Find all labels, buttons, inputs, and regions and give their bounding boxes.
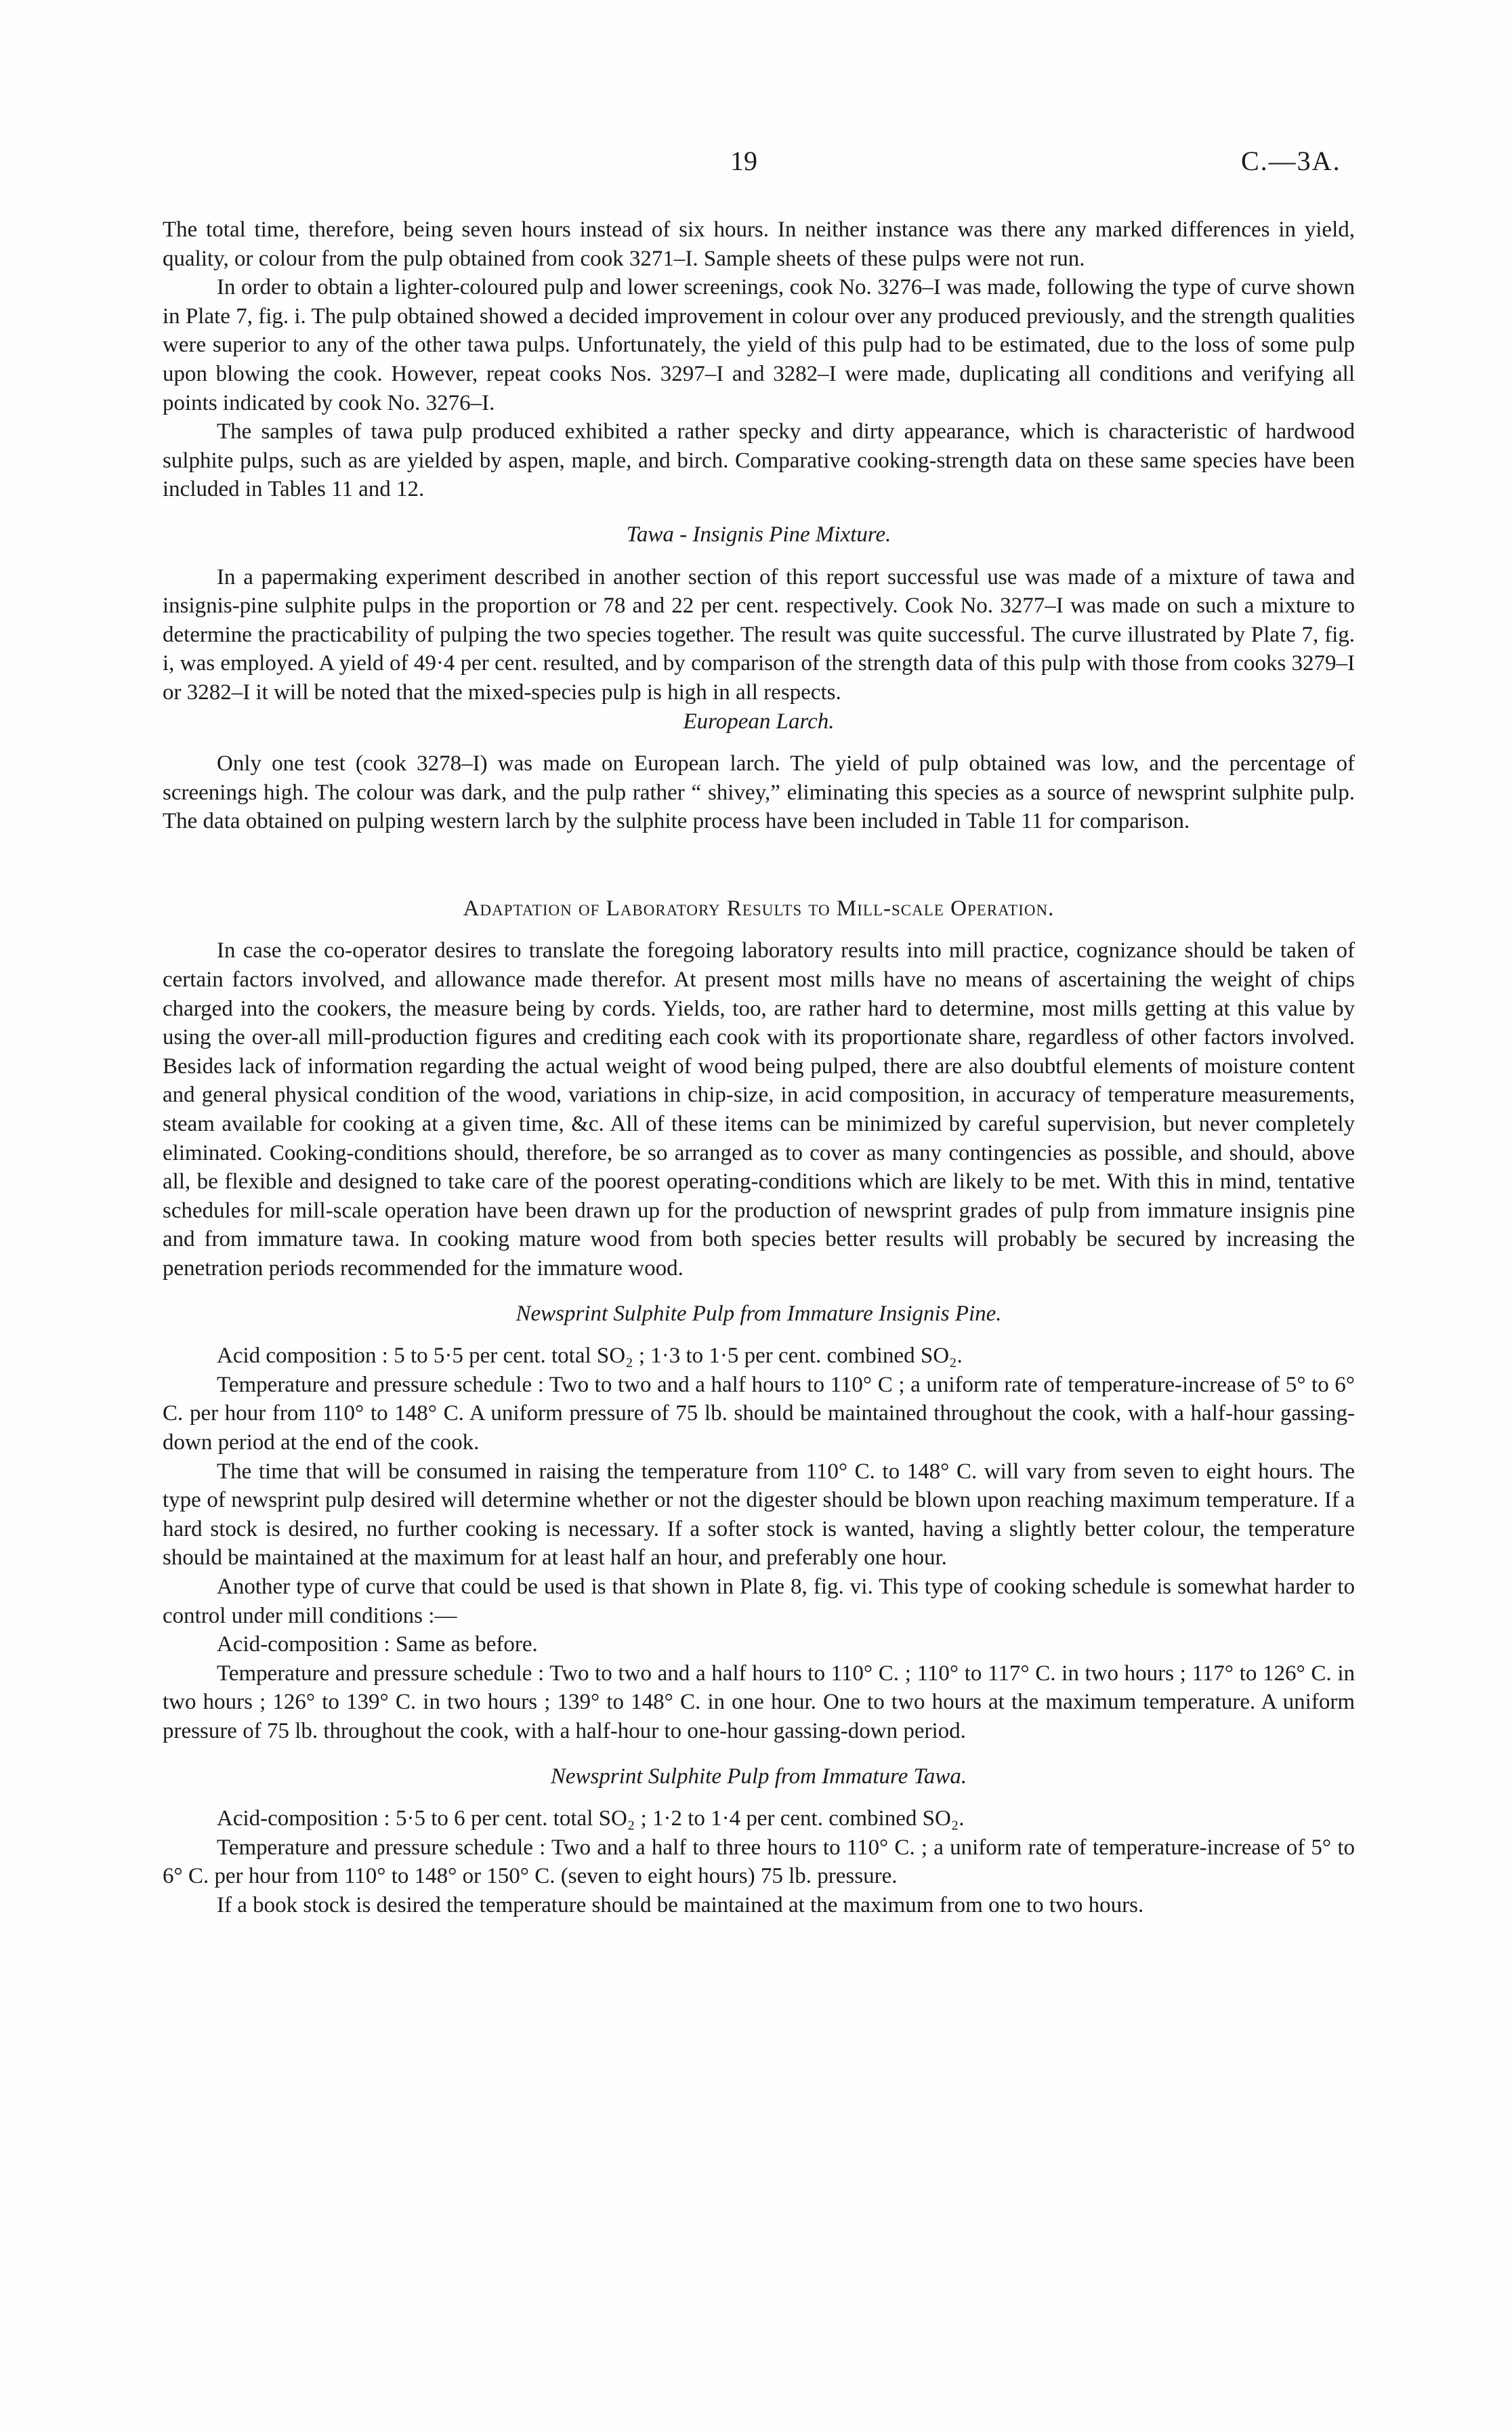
- body-text: [163, 215, 1355, 1919]
- paragraph: The samples of tawa pulp produced exhibited a rather specky and dirty appearance, which is characteristic of hardwood sulphite pulps, such as are yielded by aspen, maple, and birch. Comparative cooking-strength data on these same species have been included in Tables 11 and 12.: [163, 419, 1355, 502]
- paragraph: Only one test (cook 3278–I) was made on European larch. The yield of pulp obtained was low, and the percentage of screenings high. The colour was dark, and the pulp rather “ shivey,” eliminating this species as a source of newsprint sulphite pulp. The data obtained on pulping western larch by the sulphite process have been included in Table 11 for comparison.: [163, 751, 1355, 834]
- paragraph: In case the co-operator desires to translate the foregoing laboratory results into mill practice, cognizance should be taken of certain factors involved, and allowance made therefor. At present most mills have no means of ascertaining the weight of chips charged into the cookers, the measure being by cords. Yields, too, are rather hard to determine, most mills getting at this value by using the over-all mill-production figures and crediting each cook with its proportionate share, regardless of other factors involved. Besides lack of information regarding the actual weight of wood being pulped, there are also doubtful elements of moisture content and general physical condition of the wood, variations in chip-size, in acid composition, in accuracy of temperature measurements, steam available for cooking at a given time, &c. All of these items can be minimized by careful supervision, but never completely eliminated. Cooking-conditions should, therefore, be so arranged as to cover as many contingencies as possible, and should, above all, be flexible and designed to take care of the poorest operating-conditions which are likely to be met. With this in mind, tentative schedules for mill-scale operation have been drawn up for the production of newsprint grades of pulp from immature insignis pine and from immature tawa. In cooking mature wood from both species better results will probably be secured by increasing the penetration periods recommended for the immature wood.: [163, 938, 1355, 1281]
- section-heading: European Larch.: [683, 709, 835, 734]
- paragraph: Acid-composition : Same as before.: [217, 1632, 538, 1657]
- paragraph: If a book stock is desired the temperature should be maintained at the maximum from one to two hours.: [217, 1892, 1144, 1917]
- paragraph: In order to obtain a lighter-coloured pulp and lower screenings, cook No. 3276–I was made, following the type of curve shown in Plate 7, fig. i. The pulp obtained showed a decided improvement in colour over any produced previously, and the strength qualities were superior to any of the other tawa pulps. Unfortunately, the yield of this pulp had to be estimated, due to the loss of some pulp upon blowing the cook. However, repeat cooks Nos. 3297–I and 3282–I were made, duplicating all conditions and verifying all points indicated by cook No. 3276–I.: [163, 275, 1355, 415]
- section-heading: Newsprint Sulphite Pulp from Immature Tawa.: [550, 1764, 967, 1789]
- paragraph: Acid-composition : 5·5 to 6 per cent. total SO₂ ; 1·2 to 1·4 per cent. combined SO₂.: [217, 1806, 965, 1831]
- paragraph: The time that will be consumed in raising the temperature from 110° C. to 148° C. will vary from seven to eight hours. The type of newsprint pulp desired will determine whether or not the digester should be blown upon reaching maximum temperature. If a hard stock is desired, no further cooking is necessary. If a softer stock is wanted, having a slightly better colour, the temperature should be maintained at the maximum for at least half an hour, and preferably one hour.: [163, 1459, 1355, 1571]
- section-title: Adaptation of Laboratory Results to Mill-scale Operation.: [463, 896, 1055, 921]
- paragraph: Temperature and pressure schedule : Two and a half to three hours to 110° C. ; a uniform rate of temperature-increase of 5° to 6° C. per hour from 110° to 148° or 150° C. (seven to eight hours) 75 lb. pressure.: [163, 1835, 1355, 1889]
- paragraph: Temperature and pressure schedule : Two to two and a half hours to 110° C. ; 110° to 117° C. in two hours ; 117° to 126° C. in two hours ; 126° to 139° C. in two hours ; 139° to 148° C. in one hour. One to two hours at the maximum temperature. A uniform pressure of 75 lb. throughout the cook, with a half-hour to one-hour gassing-down period.: [163, 1661, 1355, 1743]
- section-heading: Newsprint Sulphite Pulp from Immature Insignis Pine.: [516, 1301, 1002, 1326]
- paragraph: The total time, therefore, being seven hours instead of six hours. In neither instance was there any marked differences in yield, quality, or colour from the pulp obtained from cook 3271–I. Sample sheets of these pulps were not run.: [163, 217, 1355, 271]
- document-reference: C.—3A.: [1241, 146, 1341, 176]
- paragraph: Another type of curve that could be used is that shown in Plate 8, fig. vi. This type of cooking schedule is somewhat harder to control under mill conditions :—: [163, 1574, 1355, 1628]
- paragraph: Temperature and pressure schedule : Two to two and a half hours to 110° C ; a uniform rate of temperature-increase of 5° to 6° C. per hour from 110° to 148° C. A uniform pressure of 75 lb. should be maintained throughout the cook, with a half-hour gassing-down period at the end of the cook.: [163, 1372, 1355, 1455]
- section-heading: Tawa - Insignis Pine Mixture.: [626, 522, 891, 547]
- page-number: 19: [730, 146, 757, 176]
- paragraph: In a papermaking experiment described in another section of this report successful use was made of a mixture of tawa and insignis-pine sulphite pulps in the proportion or 78 and 22 per cent. respectively. Cook No. 3277–I was made on such a mixture to determine the practicability of pulping the two species together. The result was quite successful. The curve illustrated by Plate 7, fig. i, was employed. A yield of 49·4 per cent. resulted, and by comparison of the strength data of this pulp with those from cooks 3279–I or 3282–I it will be noted that the mixed-species pulp is high in all respects.: [163, 564, 1355, 705]
- paragraph: Acid composition : 5 to 5·5 per cent. total SO₂ ; 1·3 to 1·5 per cent. combined SO₂.: [217, 1344, 963, 1369]
